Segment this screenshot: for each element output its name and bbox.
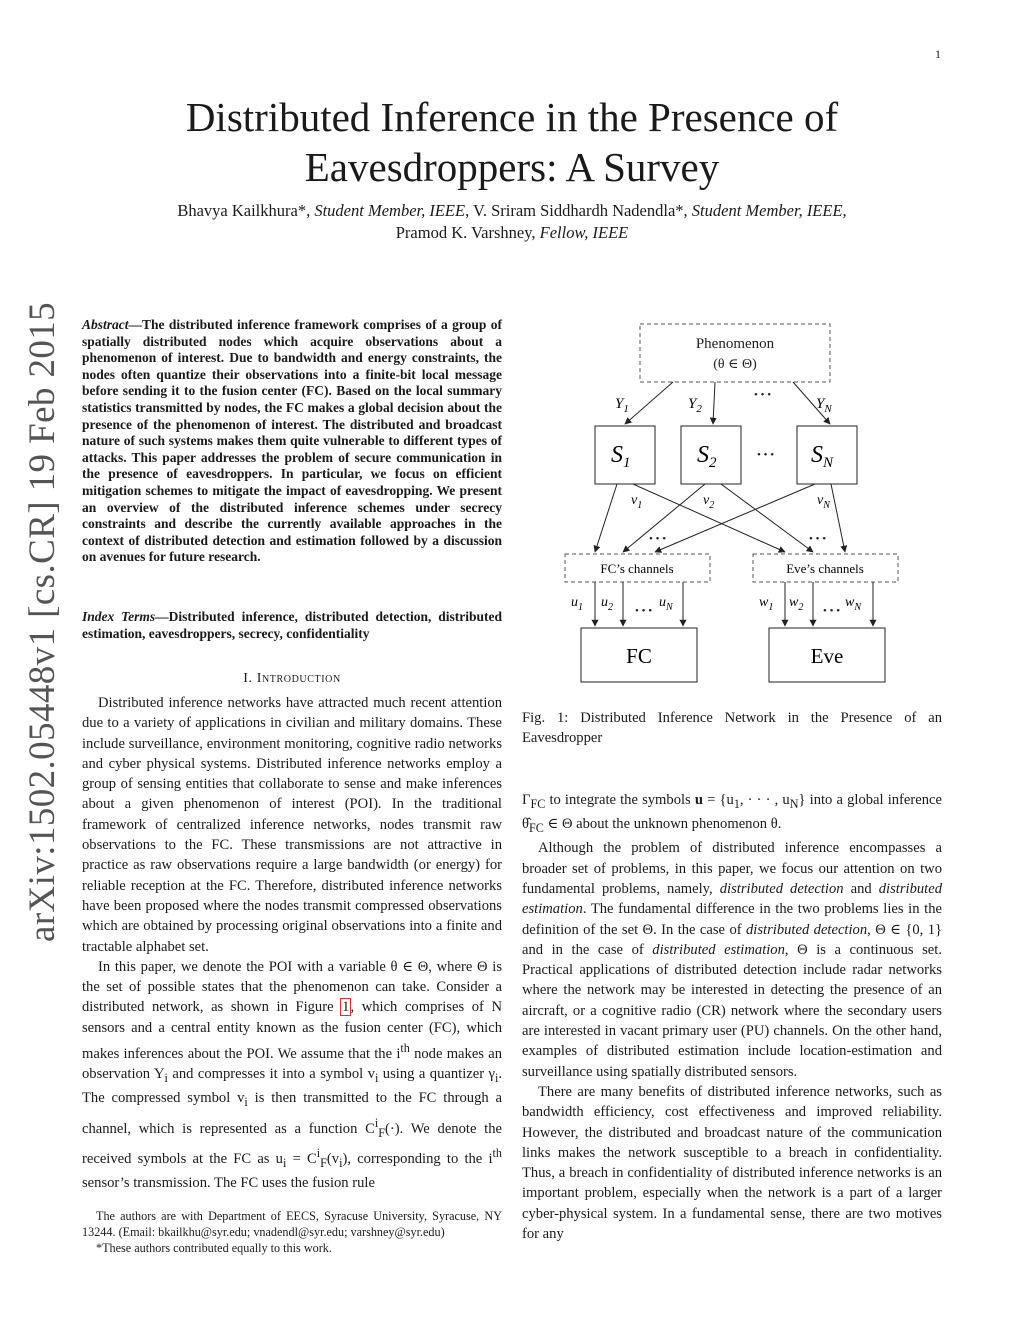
superscript: i <box>374 1115 379 1130</box>
text-run: . The compressed symbol v <box>82 1066 503 1107</box>
author-2-name: V. Sriram Siddhardh Nadendla*, <box>473 201 688 220</box>
subscript: i <box>339 1155 343 1170</box>
fc-channels-label: FC’s channels <box>600 561 674 576</box>
text-run: to integrate the symbols <box>545 792 695 808</box>
text-run: , Θ ∈ {0, 1} and in the case of <box>522 921 942 958</box>
title-line-2: Eavesdroppers: A Survey <box>304 144 720 190</box>
benefits-paragraph: There are many benefits of distributed inference networks, such as bandwidth efficiency, cost effectiveness and improved reliability. However, the distributed and broadcast nature of the communication links makes the network susceptible to a breach in confidentiality. Thus, a breach in confidentiality of distributed inference networks is an important problem, especially when the network is a part of a larger cyber-physical system. In a fundamental sense, there are two motives for any <box>522 1083 942 1243</box>
text-run: is then transmitted to the FC through a channel, which is represented as a function C <box>82 1090 502 1137</box>
network-diagram <box>545 316 925 686</box>
figure-reference-link[interactable]: 1 <box>342 999 350 1016</box>
text-run: In this paper, we denote the POI with a variable θ ∈ Θ, where Θ is the set of possible states that the phenomenon can take. Consider a distributed network, as shown in Figure <box>82 958 502 1016</box>
text-run: using a quantizer γ <box>378 1066 495 1083</box>
subscript: F <box>378 1125 385 1140</box>
label-w1: $w_1$ <box>759 595 774 613</box>
abstract-lead: Abstract <box>82 317 129 332</box>
intro-paragraph-1: Distributed inference networks have attracted much recent attention due to a variety of applications in civilian and military domains. These include surveillance, environment monitoring, cognitive radio networks and cyber physical systems. Distributed inference networks employ a group of sensing entities that collaborate to sense and make inferences about a given phenomenon of interest (POI). In the traditional framework of centralized inference networks, nodes transmit raw observations to the FC. These transmissions are not attractive in practice as raw observations require a large bandwidth (or energy) for reliable reception at the FC. Therefore, distributed inference networks have been proposed where the nodes transmit compressed observations which are obtained by processing original observations into a finite and tractable alphabet set. <box>82 695 502 955</box>
text-run: Γ <box>522 792 531 808</box>
label-y1: $Y_1$ <box>615 396 629 415</box>
text-run: (v <box>326 1150 340 1167</box>
superscript: th <box>400 1041 410 1056</box>
author-line-1: Bhavya Kailkhura*, Student Member, IEEE, V. Sriram Siddhardh Nadendla*, Student Member, IEEE, <box>177 201 847 220</box>
label-w2: $w_2$ <box>789 595 804 613</box>
arxiv-stamp: arXiv:1502.05448v1 [cs.CR] 19 Feb 2015 <box>22 301 63 942</box>
sensor-sn-label: $S_N$ <box>811 442 834 471</box>
text-run: } into a global inference θ̂ <box>522 792 942 833</box>
text-run: , which comprises of N sensors and a central entity known as the fusion center (FC), which makes inferences about the POI. We assume that the i <box>82 999 502 1062</box>
index-terms-lead: Index Terms <box>82 609 156 624</box>
section-numeral: I. <box>243 671 257 686</box>
bold-symbol: u <box>694 792 703 808</box>
abstract-text: —The distributed inference framework comprises of a group of spatially distributed nodes which acquire observations about a phenomenon of interest. Due to bandwidth and energy constraints, the nodes often quantize their observations into a finite-bit local message before sending it to the fusion center (FC). Based on the local summary statistics transmitted by nodes, the FC makes a global decision about the presence of the phenomenon of interest. The distributed and broadcast nature of such systems makes them quite vulnerable to different types of attacks. This paper addresses the problem of secure communication in the presence of eavesdroppers. In particular, we focus on efficient mitigation schemes to mitigate the impact of eavesdropping. We present an overview of the distributed inference schemes under secrecy constraints and describe the currently available approaches in the context of distributed detection and estimation followed by a discussion on avenues for future research. <box>82 317 502 565</box>
subscript: F <box>320 1155 327 1170</box>
author-2-role: Student Member, IEEE, <box>691 201 847 220</box>
text-run: . The fundamental difference in the two problems lies in the definition of the set Θ. In the case of <box>522 901 942 938</box>
text-run: node makes an observation Y <box>82 1045 502 1083</box>
dots-sensors: • • • <box>757 449 775 461</box>
subscript: 1 <box>733 796 740 811</box>
label-v1: $v_1$ <box>631 493 643 511</box>
text-run: ∈ Θ about the unknown phenomenon θ. <box>543 816 782 833</box>
text-run: and <box>843 881 879 897</box>
label-u1: $u_1$ <box>571 595 583 613</box>
figure-caption: Fig. 1: Distributed Inference Network in the Presence of an Eavesdropper <box>522 710 942 746</box>
index-terms-text: —Distributed inference, distributed detection, distributed estimation, eavesdroppers, secrecy, confidentiality <box>82 609 503 641</box>
sensor-s2-label: $S_2$ <box>697 442 717 471</box>
edge-s1-fc <box>595 484 617 552</box>
superscript: i <box>316 1145 321 1160</box>
text-run: sensor’s transmission. The FC uses the fusion rule <box>82 1174 375 1191</box>
eve-label: Eve <box>810 644 844 668</box>
text-run: Although the problem of distributed inference encompasses a broader set of problems, in this paper, we focus our attention on two fundamental problems, namely, <box>522 840 942 897</box>
abstract <box>82 317 502 566</box>
text-run: , · · · , u <box>739 792 790 808</box>
problems-paragraph <box>522 838 942 1082</box>
edge-y1 <box>625 382 673 424</box>
emphasis: distributed estimation <box>522 881 942 918</box>
text-run: , Θ is a continuous set. Practical applications of distributed detection include radar networks where the network may be interested in detecting the presence of an aircraft, or a cognitive radio (CR) network where the secondary users are interested in vacant primary user (PU) channels. On the other hand, examples of distributed estimation include location-estimation and surveillance using spatially distributed sensors. <box>522 941 942 1080</box>
footnote-equal-contribution: *These authors contributed equally to this work. <box>96 1241 332 1255</box>
subscript: i <box>244 1095 248 1110</box>
text-run: = C <box>286 1150 317 1167</box>
text-run: (·). We denote the received symbols at the FC as u <box>82 1120 502 1167</box>
section-title: Introduction <box>256 671 341 686</box>
page-number: 1 <box>935 47 941 61</box>
dots-top: • • • <box>754 389 772 401</box>
sensor-s1-label: $S_1$ <box>611 442 631 471</box>
phenomenon-box <box>640 324 830 382</box>
author-1-role: Student Member, IEEE <box>314 201 466 220</box>
label-v2: $v_2$ <box>703 493 715 511</box>
label-wn: $w_N$ <box>845 595 862 613</box>
text-run: ), corresponding to the i <box>342 1150 493 1167</box>
subscript: N <box>789 796 799 811</box>
intro-paragraph-2 <box>82 957 502 1193</box>
author-1-name: Bhavya Kailkhura*, <box>177 201 311 220</box>
text-run: = {u <box>703 792 734 808</box>
subscript: i <box>164 1071 168 1086</box>
label-vn: $v_N$ <box>817 493 830 511</box>
superscript: th <box>492 1145 503 1160</box>
author-3-name: Pramod K. Varshney, <box>395 223 536 242</box>
index-terms <box>82 609 502 642</box>
dots-right-mid: • • • <box>809 533 827 545</box>
text-run: and compresses it into a symbol v <box>167 1066 375 1083</box>
subscript: i <box>282 1155 287 1170</box>
emphasis: distributed detection <box>746 921 868 938</box>
label-u2: $u_2$ <box>601 595 613 613</box>
emphasis: distributed detection <box>719 881 844 897</box>
dots-fc-bottom: • • • <box>635 605 653 617</box>
author-list <box>90 200 934 244</box>
paper-title <box>100 92 924 192</box>
phenomenon-label: Phenomenon <box>695 336 775 352</box>
title-line-1: Distributed Inference in the Presence of <box>185 94 839 140</box>
dots-eve-bottom: • • • <box>823 605 841 617</box>
footnote-affiliation: The authors are with Department of EECS, Syracuse University, Syracuse, NY 13244. (Email: bkailkhu@syr.edu; vnadendl@syr.edu; varshney@syr.edu) <box>82 1209 502 1239</box>
footnote <box>82 1208 502 1256</box>
section-heading <box>82 671 502 687</box>
author-line-2 <box>90 222 934 244</box>
dots-left-mid: • • • <box>649 533 667 545</box>
eve-channels-label: Eve’s channels <box>786 561 864 576</box>
author-3-role: Fellow, IEEE <box>539 223 629 242</box>
subscript: i <box>494 1071 499 1086</box>
edge-sn-eve <box>831 484 845 552</box>
fusion-rule-paragraph <box>522 790 942 838</box>
subscript: FC <box>530 796 546 811</box>
right-column-body <box>522 790 942 1244</box>
left-column-body <box>82 693 502 1193</box>
edge-y2 <box>713 382 715 424</box>
label-un: $u_N$ <box>659 595 673 613</box>
label-yn: $Y_N$ <box>816 396 832 415</box>
fc-label: FC <box>626 644 652 668</box>
phenomenon-sub-label: (θ ∈ Θ) <box>713 357 757 372</box>
emphasis: distributed estimation <box>652 941 785 958</box>
subscript: FC <box>529 821 544 836</box>
subscript: i <box>374 1071 379 1086</box>
label-y2: $Y_2$ <box>688 396 702 415</box>
